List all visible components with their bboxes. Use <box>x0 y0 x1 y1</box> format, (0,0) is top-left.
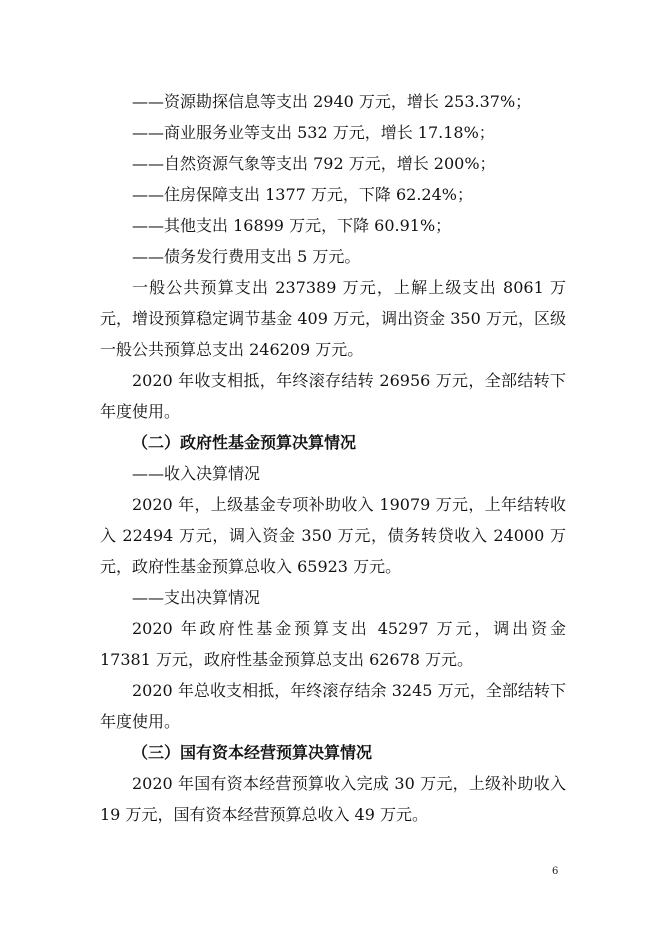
expense-item: ——自然资源气象等支出 792 万元，增长 200%； <box>132 154 496 173</box>
expense-item: ——其他支出 16899 万元，下降 60.91%； <box>132 216 452 235</box>
page-number: 6 <box>552 866 559 877</box>
expense-label: ——支出决算情况 <box>132 588 261 607</box>
income-label: ——收入决算情况 <box>132 464 261 483</box>
expense-item: ——商业服务业等支出 532 万元，增长 17.18%； <box>132 123 495 142</box>
page-content <box>100 86 566 830</box>
expense-item: ——住房保障支出 1377 万元，下降 62.24%； <box>132 185 473 204</box>
fund-expense-paragraph: 2020 年政府性基金预算支出 45297 万元，调出资金 17381 万元，政府性基金预算总支出 62678 万元。 <box>100 619 566 669</box>
fund-income-paragraph: 2020 年，上级基金专项补助收入 19079 万元，上年结转收入 22494 万元，调入资金 350 万元，债务转贷收入 24000 万元，政府性基金预算总收入 65923 万元。 <box>100 495 566 576</box>
section-heading-state-capital: （三）国有资本经营预算决算情况 <box>132 743 373 762</box>
general-budget-paragraph: 一般公共预算支出 237389 万元，上解上级支出 8061 万元，增设预算稳定调节基金 409 万元，调出资金 350 万元，区级一般公共预算总支出 246209 万元。 <box>100 278 566 359</box>
expense-item: ——债务发行费用支出 5 万元。 <box>132 247 361 266</box>
section-heading-fund-budget: （二）政府性基金预算决算情况 <box>132 433 357 452</box>
general-balance-paragraph: 2020 年收支相抵，年终滚存结转 26956 万元，全部结转下年度使用。 <box>100 371 566 421</box>
fund-balance-paragraph: 2020 年总收支相抵，年终滚存结余 3245 万元，全部结转下年度使用。 <box>100 681 566 731</box>
state-capital-paragraph: 2020 年国有资本经营预算收入完成 30 万元，上级补助收入 19 万元，国有资本经营预算总收入 49 万元。 <box>100 774 566 824</box>
expense-item: ——资源勘探信息等支出 2940 万元，增长 253.37%； <box>132 92 532 111</box>
